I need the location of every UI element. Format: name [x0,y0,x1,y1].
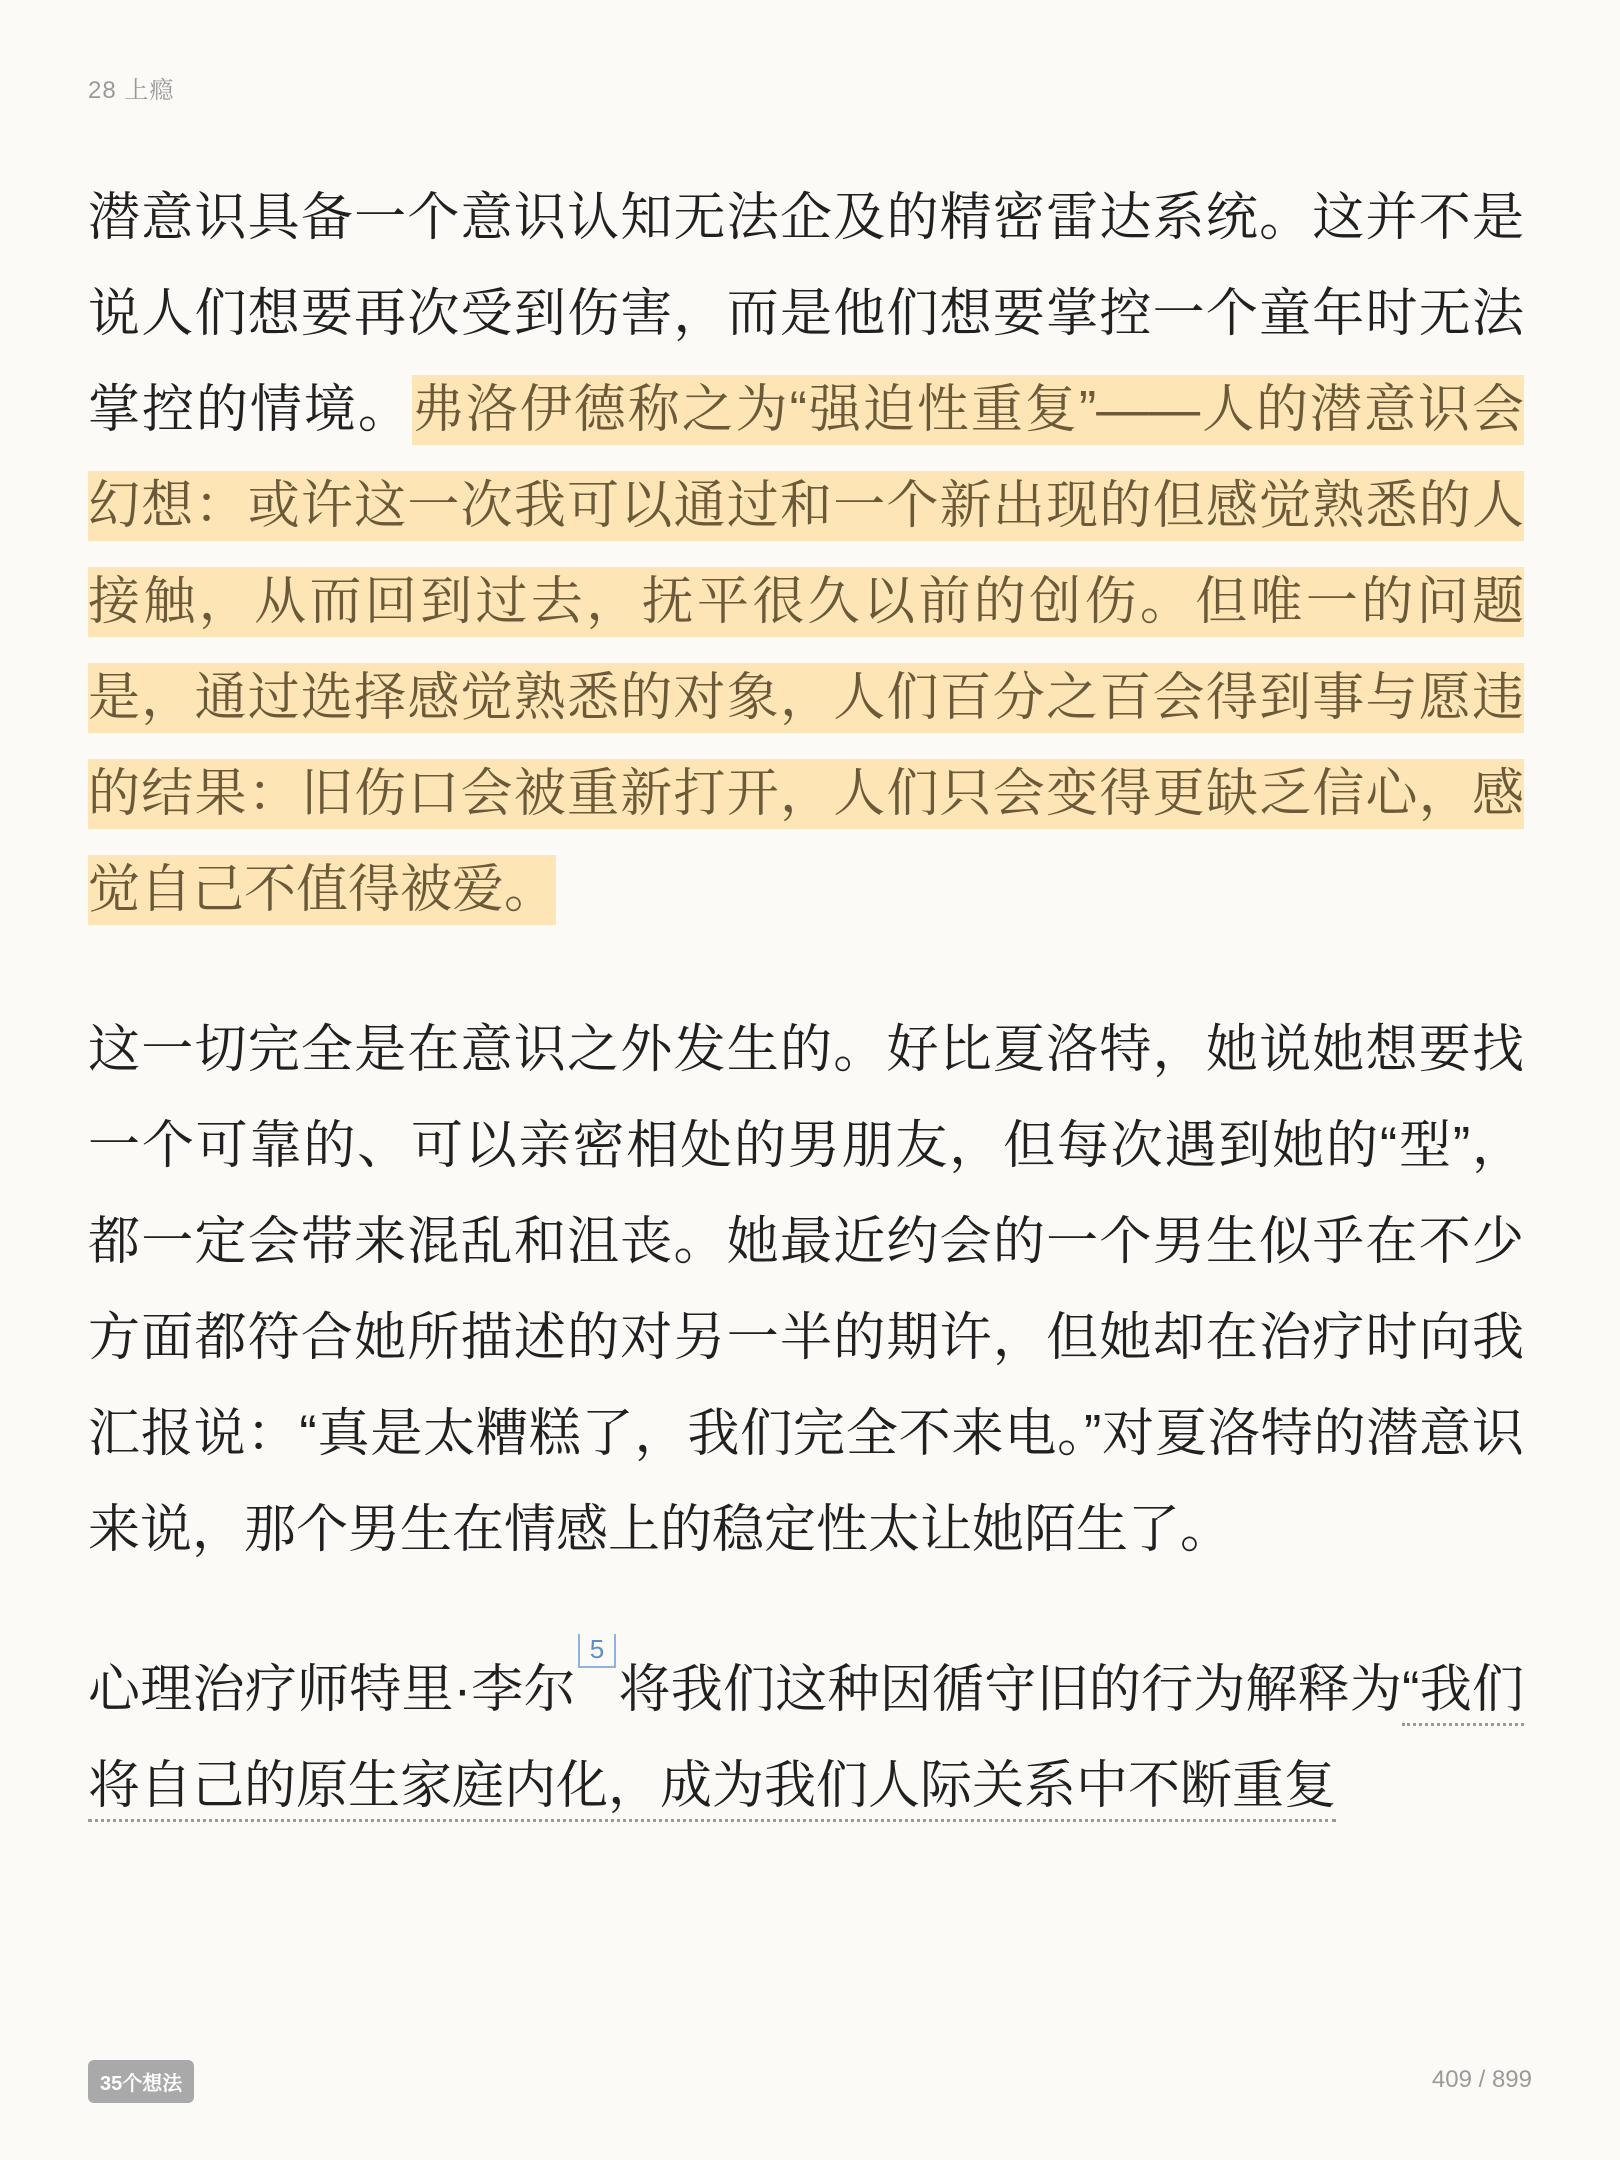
paragraph-3-text-start: 心理治疗师特里·李尔 [88,1661,576,1719]
highlighted-passage[interactable]: 弗洛伊德称之为“强迫性重复”——人的潜意识会幻想：或许这一次我可以通过和一个新出现的但感觉熟悉的人接触，从而回到过去，抚平很久以前的创伤。但唯一的问题是，通过选择感觉熟悉的对象，人们百分之百会得到事与愿违的结果：旧伤口会被重新打开，人们只会变得更缺乏信心，感觉自己不值得被爱。 [88,375,1524,925]
paragraph-2: 这一切完全是在意识之外发生的。好比夏洛特，她说她想要找一个可靠的、可以亲密相处的男朋友，但每次遇到她的“型”，都一定会带来混乱和沮丧。她最近约会的一个男生似乎在不少方面都符合她所描述的对另一半的期许，但她却在治疗时向我汇报说：“真是太糟糕了，我们完全不来电。”对夏洛特的潜意识来说，那个男生在情感上的稳定性太让她陌生了。 [88,1021,1524,1559]
paragraph-1-text: 潜意识具备一个意识认知无法企及的精密雷达系统。这并不是说人们想要再次受到伤害，而是他们想要掌控一个童年时无法掌控的情境。 [88,189,1524,439]
reader-footer [88,2060,1532,2100]
paragraph-3 [88,1634,1524,1834]
page-counter: 409 / 899 [1431,2066,1532,2093]
thoughts-button[interactable]: 35个想法 [88,2060,194,2103]
footnote-reference[interactable]: 5 [578,1634,616,1668]
reader-body [88,170,1524,1834]
paragraph-3-text-continued: 将我们这种因循守旧的行为解释为 [618,1661,1403,1719]
paragraph-1 [88,170,1524,938]
chapter-header: 28 上瘾 [88,77,175,104]
underlined-passage[interactable]: “我们将自己的原生家庭内化，成为我们人际关系中不断重复 [88,1661,1524,1822]
